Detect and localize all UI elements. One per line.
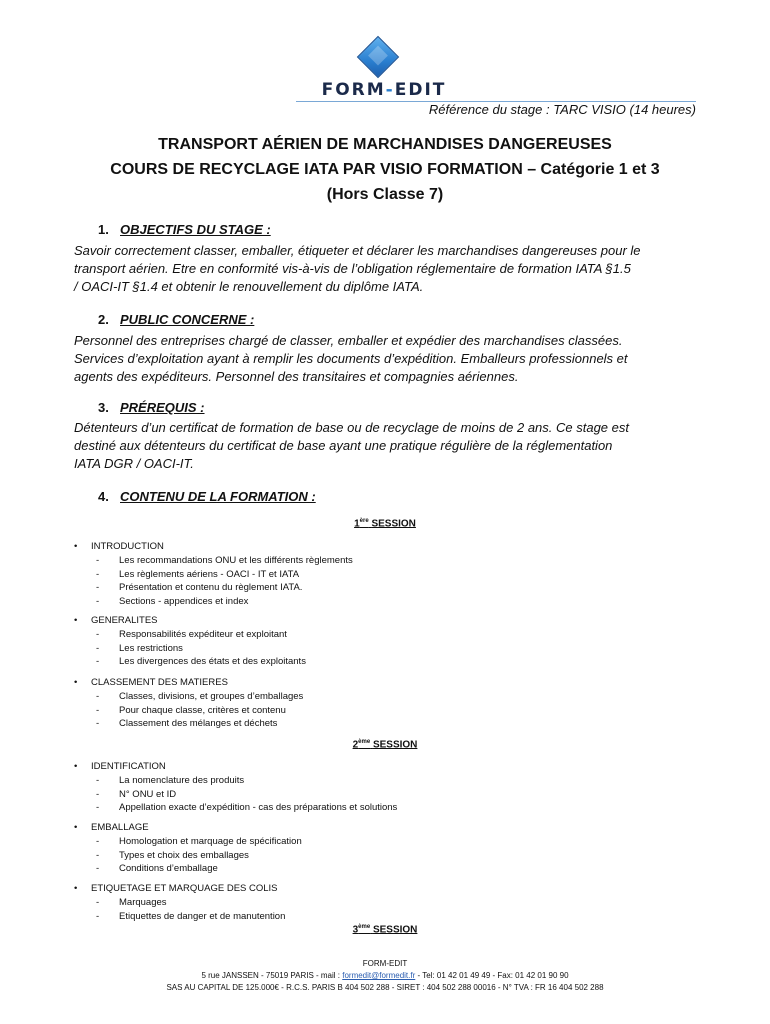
section-text-public: Personnel des entreprises chargé de classer, emballer et expédier des marchandises classées. Services d’exploitation ayant à remplir les documents d’expédition. Emballeurs professionnels et agents des expéditeurs. Personnel des transitaires et compagnies aériennes. bbox=[74, 333, 628, 384]
session-3-heading: 3ème SESSION bbox=[352, 924, 418, 936]
section-heading-prerequis: 3. PRÉREQUIS : bbox=[98, 400, 205, 415]
footer-legal: SAS AU CAPITAL DE 125.000€ - R.C.S. PARIS B 404 502 288 - SIRET : 404 502 288 00016 - N° TVA : FR 16 404 502 288 bbox=[166, 983, 604, 992]
form-edit-logo bbox=[318, 40, 450, 104]
title-line-1: TRANSPORT AÉRIEN DE MARCHANDISES DANGEREUSES bbox=[158, 136, 612, 153]
footer-contact: 5 rue JANSSEN - 75019 PARIS - mail : formedit@formedit.fr - Tel: 01 42 01 49 49 - Fax: 01 42 01 90 90 bbox=[201, 971, 569, 980]
title-line-3: (Hors Classe 7) bbox=[326, 186, 444, 203]
logo-wordmark: FORM-EDIT bbox=[321, 80, 447, 100]
reference-text: Référence du stage : TARC VISIO (14 heures) bbox=[428, 102, 696, 117]
footer bbox=[0, 958, 770, 994]
section-heading-contenu: 4. CONTENU DE LA FORMATION : bbox=[98, 489, 316, 504]
session-2-heading: 2ème SESSION bbox=[352, 739, 418, 751]
section-heading-objectifs: 1. OBJECTIFS DU STAGE : bbox=[98, 222, 271, 237]
section-text-prerequis: Détenteurs d’un certificat de formation de base ou de recyclage de moins de 2 ans. Ce stage est destiné aux détenteurs du certificat de base ayant une pratique régulière de la réglementation IATA DGR / OACI-IT. bbox=[74, 420, 629, 471]
footer-company: FORM-EDIT bbox=[362, 959, 408, 968]
section-text-objectifs: Savoir correctement classer, emballer, étiqueter et déclarer les marchandises dangereuses pour le transport aérien. Etre en conformité vis-à-vis de l’obligation réglementaire de formation IATA §1.5 / OACI-IT §1.4 et obtenir le renouvellement du diplôme IATA. bbox=[74, 243, 641, 294]
title-line-2: COURS DE RECYCLAGE IATA PAR VISIO FORMATION – Catégorie 1 et 3 bbox=[110, 161, 660, 178]
diamond-logo-icon bbox=[357, 36, 399, 78]
session-1-heading: 1ère SESSION bbox=[354, 518, 416, 530]
footer-mail-link[interactable]: formedit@formedit.fr bbox=[342, 971, 416, 980]
section-heading-public: 2. PUBLIC CONCERNE : bbox=[98, 312, 255, 327]
